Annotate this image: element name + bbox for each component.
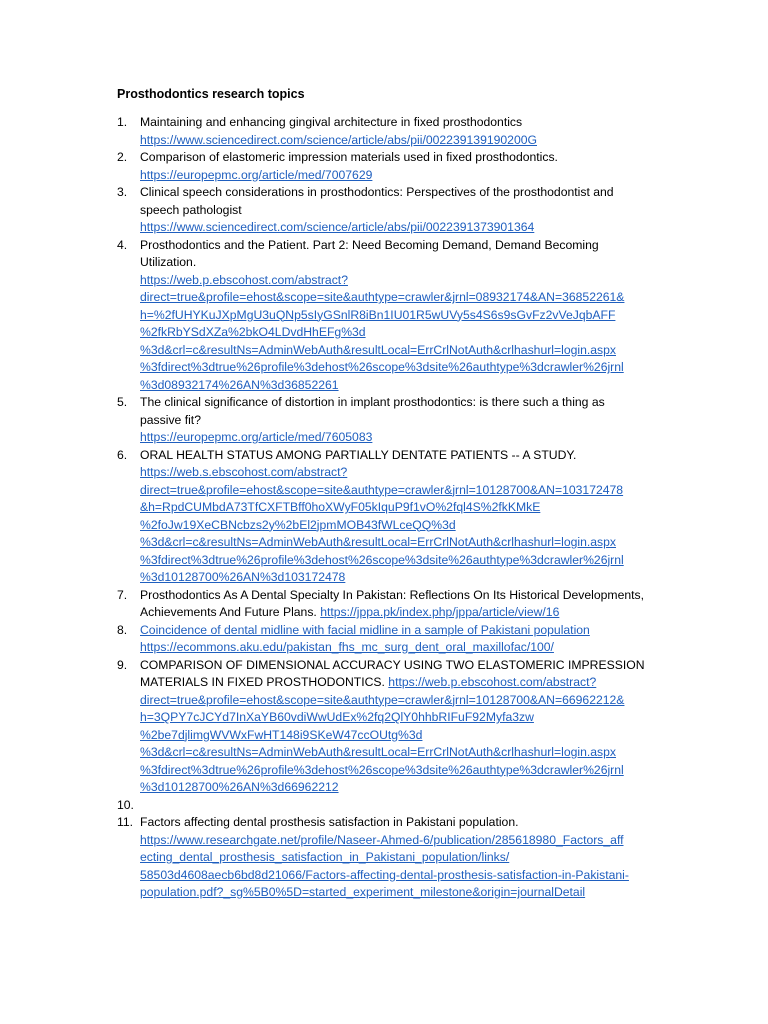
topic-link[interactable]: https://web.p.ebscohost.com/abstract?: [388, 675, 597, 689]
topic-link[interactable]: https://www.sciencedirect.com/science/article/abs/pii/0022391373901364: [140, 220, 535, 234]
topic-link-continued[interactable]: %2foJw19XeCBNcbzs2y%2bEl2jpmMOB43fWLceQQ%3d: [140, 517, 456, 532]
topic-number: 1.: [117, 115, 128, 129]
topic-title: COMPARISON OF DIMENSIONAL ACCURACY USING TWO ELASTOMERIC IMPRESSION: [140, 657, 645, 672]
topic-link-continued[interactable]: %3d&crl=c&resultNs=AdminWebAuth&resultLocal=ErrCrlNotAuth&crlhashurl=login.aspx: [140, 342, 616, 357]
topic-item: [0, 657, 685, 797]
topic-item-empty: [0, 797, 685, 815]
topic-link-continued[interactable]: %3d10128700%26AN%3d66962212: [140, 780, 339, 794]
topic-link-continued[interactable]: %3d&crl=c&resultNs=AdminWebAuth&resultLocal=ErrCrlNotAuth&crlhashurl=login.aspx: [140, 535, 616, 549]
topic-title: Maintaining and enhancing gingival architecture in fixed prosthodontics: [140, 115, 523, 129]
topic-number: 8.: [117, 622, 128, 637]
topic-item: [0, 184, 685, 237]
topic-item: [0, 394, 685, 447]
topic-list: [0, 114, 768, 902]
topic-link-continued[interactable]: h=3QPY7cJCYd7InXaYB60vdiWwUdEx%2fq2QlY0hhbRIFuF92Myfa3zw: [140, 710, 534, 724]
topic-number: 5.: [117, 395, 128, 409]
topic-number: 4.: [117, 237, 128, 252]
topic-title: Factors affecting dental prosthesis satisfaction in Pakistani population.: [140, 815, 519, 829]
topic-title-continued: MATERIALS IN FIXED PROSTHODONTICS.: [140, 675, 389, 689]
topic-link-continued[interactable]: direct=true&profile=ehost&scope=site&authtype=crawler&jrnl=10128700&AN=66962212&: [140, 692, 625, 707]
page-title: Prosthodontics research topics: [117, 87, 305, 101]
topic-link-continued[interactable]: population.pdf?_sg%5B0%5D=started_experiment_milestone&origin=journalDetail: [140, 885, 586, 899]
topic-link-continued[interactable]: %2be7djlimgWVWxFwHT148i9SKeW47ccOUtg%3d: [140, 727, 423, 742]
topic-link-continued[interactable]: %3fdirect%3dtrue%26profile%3dehost%26scope%3dsite%26authtype%3dcrawler%26jrnl: [140, 552, 624, 567]
topic-link[interactable]: https://www.sciencedirect.com/science/article/abs/pii/002239139190200G: [140, 132, 537, 147]
topic-title-continued: passive fit?: [140, 412, 201, 427]
topic-number: 3.: [117, 185, 128, 199]
topic-link-continued[interactable]: %3d08932174%26AN%3d36852261: [140, 377, 339, 392]
topic-title-line: [140, 604, 685, 622]
topic-title: Prosthodontics As A Dental Specialty In Pakistan: Reflections On Its Historical Developments,: [140, 587, 644, 602]
topic-link-continued[interactable]: %3d&crl=c&resultNs=AdminWebAuth&resultLocal=ErrCrlNotAuth&crlhashurl=login.aspx: [140, 745, 616, 759]
topic-link[interactable]: https://web.s.ebscohost.com/abstract?: [140, 465, 348, 479]
topic-title-continued: Achievements And Future Plans.: [140, 605, 321, 619]
topic-title-line: [140, 674, 685, 692]
topic-link[interactable]: https://jppa.pk/index.php/jppa/article/view/16: [320, 605, 560, 619]
topic-link-continued[interactable]: %3d10128700%26AN%3d103172478: [140, 570, 346, 584]
topic-link-continued[interactable]: h=%2fUHYKuJXpMgU3uQNp5sIyGSnlR8iBn1IU01R5wUVy5s4S6s9sGvFz2vVeJqbAFF: [140, 307, 616, 322]
topic-item: [0, 814, 685, 902]
topic-link-continued[interactable]: direct=true&profile=ehost&scope=site&authtype=crawler&jrnl=08932174&AN=36852261&: [140, 290, 625, 304]
topic-link-continued[interactable]: direct=true&profile=ehost&scope=site&authtype=crawler&jrnl=10128700&AN=103172478: [140, 482, 624, 497]
topic-link[interactable]: https://ecommons.aku.edu/pakistan_fhs_mc_surg_dent_oral_maxillofac/100/: [140, 640, 554, 654]
topic-link[interactable]: https://europepmc.org/article/med/7007629: [140, 167, 373, 182]
topic-number: 10.: [117, 797, 134, 812]
topic-item: [0, 622, 685, 657]
topic-title-continued: speech pathologist: [140, 202, 242, 217]
topic-link-continued[interactable]: %3fdirect%3dtrue%26profile%3dehost%26scope%3dsite%26authtype%3dcrawler%26jrnl: [140, 360, 624, 374]
topic-number: 11.: [117, 815, 134, 829]
topic-link[interactable]: https://www.researchgate.net/profile/Naseer-Ahmed-6/publication/285618980_Factors_aff: [140, 832, 624, 847]
topic-number: 2.: [117, 150, 128, 164]
topic-link-continued[interactable]: &h=RpdCUMbdA73TfCXFTBff0hoXWyF05kIquP9f1vO%2fql4S%2fkKMkE: [140, 500, 541, 514]
topic-title: Comparison of elastomeric impression materials used in fixed prosthodontics.: [140, 150, 558, 164]
topic-link-continued[interactable]: ecting_dental_prosthesis_satisfaction_in_Pakistani_population/links/: [140, 850, 510, 864]
topic-link-continued[interactable]: %2fkRbYSdXZa%2bkO4LDvdHhEFg%3d: [140, 325, 366, 339]
topic-item: [0, 587, 685, 622]
topic-number: 7.: [117, 587, 128, 602]
topic-number: 9.: [117, 657, 128, 672]
topic-link[interactable]: https://web.p.ebscohost.com/abstract?: [140, 272, 348, 287]
topic-item: [0, 149, 685, 184]
topic-item: [0, 114, 685, 149]
topic-link-continued[interactable]: %3fdirect%3dtrue%26profile%3dehost%26scope%3dsite%26authtype%3dcrawler%26jrnl: [140, 762, 624, 777]
topic-item: [0, 447, 685, 587]
topic-link-continued[interactable]: 58503d4608aecb6bd8d21066/Factors-affecting-dental-prosthesis-satisfaction-in-Pakistani-: [140, 867, 629, 882]
topic-title-continued: Utilization.: [140, 255, 197, 269]
topic-link[interactable]: https://europepmc.org/article/med/7605083: [140, 430, 373, 444]
topic-title-link[interactable]: Coincidence of dental midline with facial midline in a sample of Pakistani population: [140, 622, 590, 637]
topic-title: ORAL HEALTH STATUS AMONG PARTIALLY DENTATE PATIENTS -- A STUDY.: [140, 447, 577, 462]
topic-title: Clinical speech considerations in prosthodontics: Perspectives of the prosthodontist and: [140, 185, 614, 199]
topic-title: The clinical significance of distortion in implant prosthodontics: is there such a thing as: [140, 395, 605, 409]
topic-title: Prosthodontics and the Patient. Part 2: Need Becoming Demand, Demand Becoming: [140, 237, 599, 252]
topic-item: [0, 237, 685, 395]
topic-number: 6.: [117, 447, 128, 462]
